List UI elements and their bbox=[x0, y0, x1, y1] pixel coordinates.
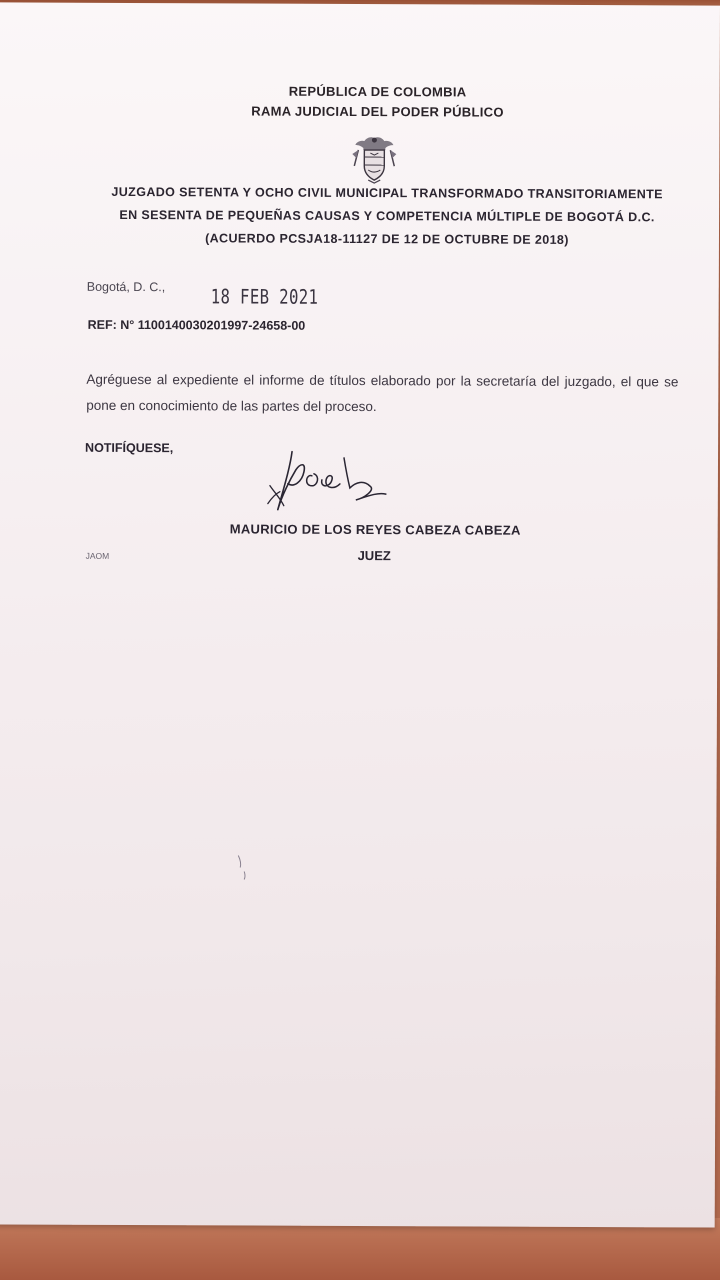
case-reference: REF: N° 1100140030201997-24658-00 bbox=[87, 317, 306, 333]
date-stamp: 18 FEB 2021 bbox=[210, 284, 319, 309]
order-text: Agréguese al expediente el informe de títulos elaborado por la secretaría del juzgado, el que se pone en conocimiento de las partes del proceso. bbox=[86, 371, 679, 415]
signatory-title: JUEZ bbox=[357, 547, 391, 564]
document-page bbox=[0, 2, 720, 1227]
pencil-mark bbox=[234, 851, 250, 881]
court-name-line-2: EN SESENTA DE PEQUEÑAS CAUSAS Y COMPETENCIA MÚLTIPLE DE BOGOTÁ D.C. bbox=[119, 207, 655, 225]
branch-heading: RAMA JUDICIAL DEL PODER PÚBLICO bbox=[251, 103, 504, 120]
clerk-initials: JAOM bbox=[85, 550, 110, 561]
table-surface-bottom bbox=[0, 1218, 720, 1280]
country-heading: REPÚBLICA DE COLOMBIA bbox=[288, 83, 467, 100]
city-label: Bogotá, D. C., bbox=[86, 279, 166, 295]
handwritten-signature bbox=[260, 446, 400, 527]
agreement-reference: (ACUERDO PCSJA18-11127 DE 12 DE OCTUBRE DE 2018) bbox=[205, 231, 569, 247]
court-name-line-1: JUZGADO SETENTA Y OCHO CIVIL MUNICIPAL TRANSFORMADO TRANSITORIAMENTE bbox=[111, 184, 663, 202]
signatory-name: MAURICIO DE LOS REYES CABEZA CABEZA bbox=[229, 521, 521, 538]
colombia-coat-of-arms-icon bbox=[348, 132, 400, 184]
notification-closing: NOTIFÍQUESE, bbox=[85, 440, 174, 456]
